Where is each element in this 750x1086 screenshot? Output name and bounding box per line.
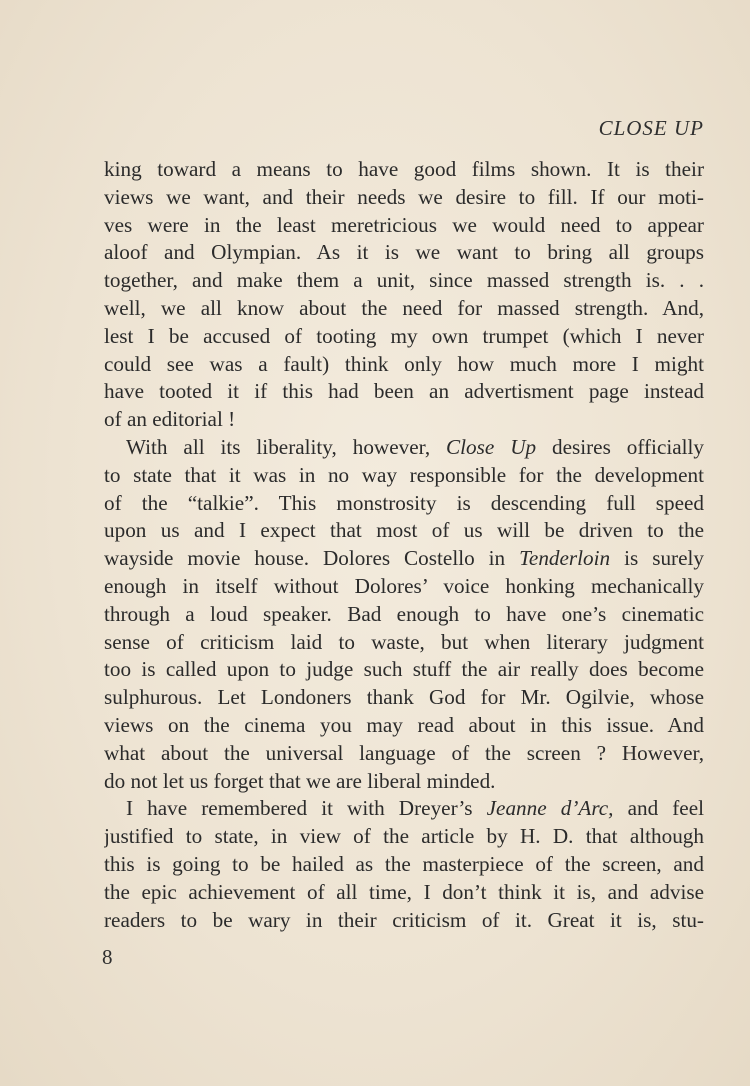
text-line: this is going to be hailed as the masterpiece of the screen, and bbox=[104, 851, 704, 876]
text-line: king toward a means to have good films shown. It is their bbox=[104, 157, 704, 181]
text-line: sense of criticism laid to waste, but when literary judgment bbox=[104, 629, 704, 654]
text-line: to state that it was in no way responsible for the development bbox=[104, 462, 704, 487]
text-line: of an editorial ! bbox=[104, 407, 236, 432]
italic-title: Close Up bbox=[446, 434, 537, 459]
text-line: I have remembered it with Dreyer’s Jeanne d’Arc, and feel bbox=[126, 796, 704, 821]
paragraph bbox=[104, 795, 704, 934]
italic-title: Tenderloin bbox=[519, 546, 611, 571]
text-line: of the “talkie”. This monstrosity is descending full speed bbox=[104, 490, 704, 515]
text-line: have tooted it if this had been an advertisment page instead bbox=[104, 379, 704, 404]
text-line: together, and make them a unit, since massed strength is. . . bbox=[104, 268, 704, 293]
text-line: too is called upon to judge such stuff the air really does become bbox=[104, 657, 704, 682]
text-line: justified to state, in view of the article by H. D. that although bbox=[104, 824, 704, 849]
text-line: views we want, and their needs we desire to fill. If our moti- bbox=[104, 184, 704, 209]
text-line: the epic achievement of all time, I don’t think it is, and advise bbox=[104, 879, 704, 904]
text-line: With all its liberality, however, Close Up desires officially bbox=[126, 434, 704, 459]
text-line: could see was a fault) think only how much more I might bbox=[104, 351, 704, 376]
italic-title: Jeanne d’Arc, bbox=[486, 796, 614, 821]
text-line: enough in itself without Dolores’ voice honking mechanically bbox=[104, 573, 704, 598]
text-line: do not let us forget that we are liberal minded. bbox=[104, 768, 496, 793]
text-line: wayside movie house. Dolores Costello in Tenderloin is surely bbox=[104, 546, 704, 571]
paragraph bbox=[104, 434, 704, 795]
page-number: 8 bbox=[102, 945, 113, 969]
body-text bbox=[104, 156, 704, 934]
paragraph bbox=[104, 156, 704, 434]
text-line: views on the cinema you may read about in this issue. And bbox=[104, 712, 704, 737]
text-line: sulphurous. Let Londoners thank God for Mr. Ogilvie, whose bbox=[104, 685, 704, 710]
text-line: through a loud speaker. Bad enough to have one’s cinematic bbox=[104, 601, 704, 626]
text-line: upon us and I expect that most of us will be driven to the bbox=[104, 518, 704, 543]
running-head: CLOSE UP bbox=[598, 116, 704, 140]
text-line: aloof and Olympian. As it is we want to bring all groups bbox=[104, 240, 704, 265]
text-line: ves were in the least meretricious we would need to appear bbox=[104, 212, 704, 237]
text-line: what about the universal language of the screen ? However, bbox=[104, 740, 704, 765]
text-line: well, we all know about the need for massed strength. And, bbox=[104, 295, 704, 320]
text-line: lest I be accused of tooting my own trumpet (which I never bbox=[104, 323, 704, 348]
text-line: readers to be wary in their criticism of it. Great it is, stu- bbox=[104, 907, 704, 932]
